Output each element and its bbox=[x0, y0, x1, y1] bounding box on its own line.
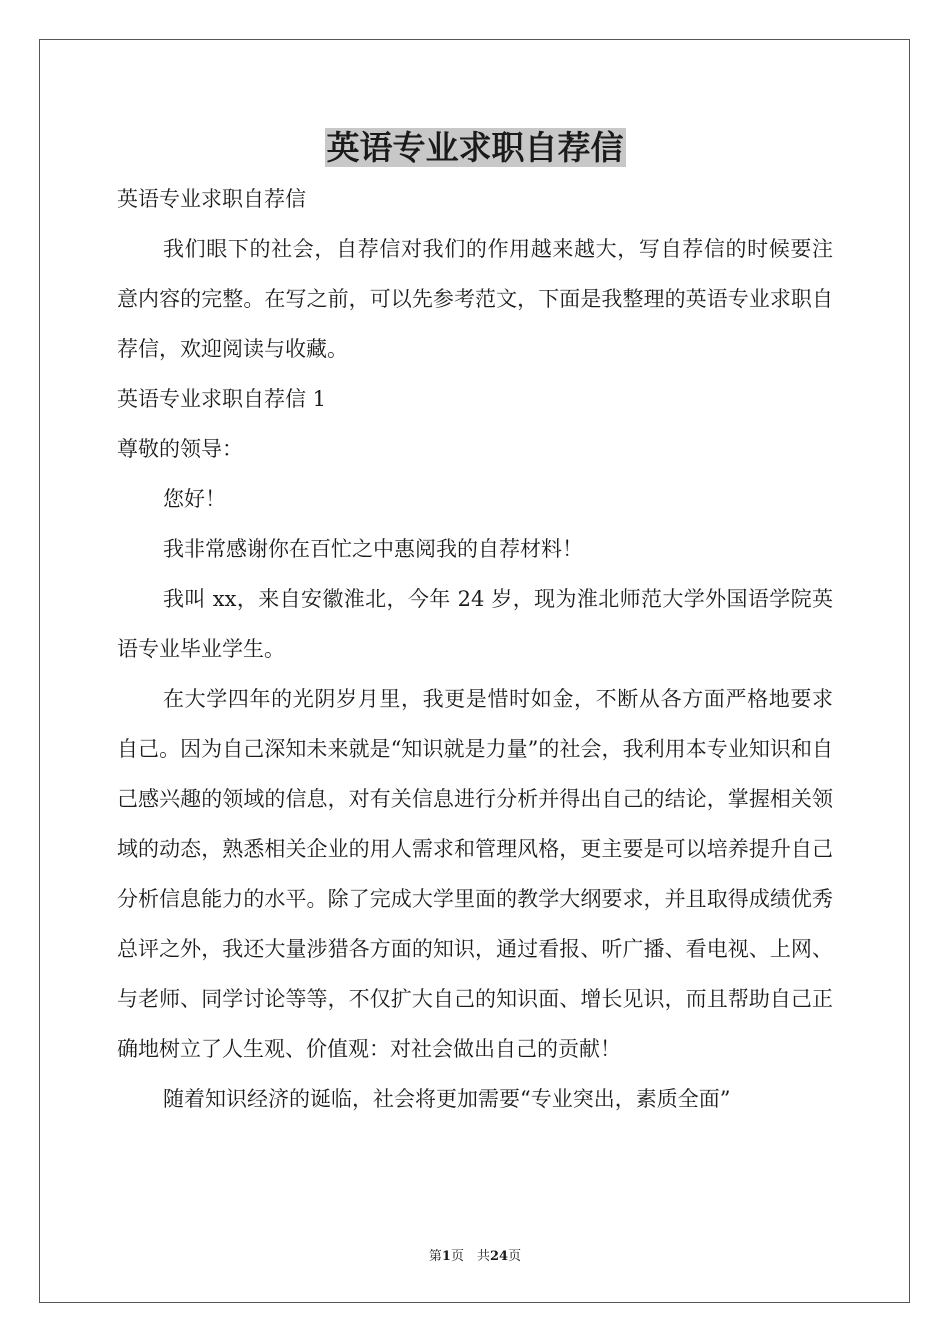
document-title bbox=[0, 125, 950, 171]
paragraph: 我叫 xx，来自安徽淮北，今年 24 岁，现为淮北师范大学外国语学院英语专业毕业学生。 bbox=[117, 587, 833, 661]
paragraph: 我非常感谢你在百忙之中惠阅我的自荐材料！ bbox=[163, 537, 583, 561]
document-body bbox=[117, 174, 833, 1124]
paragraph: 我们眼下的社会，自荐信对我们的作用越来越大，写自荐信的时候要注意内容的完整。在写之前，可以先参考范文，下面是我整理的英语专业求职自荐信，欢迎阅读与收藏。 bbox=[117, 237, 833, 361]
paragraph: 随着知识经济的诞临，社会将更加需要“专业突出，素质全面” bbox=[163, 1087, 731, 1111]
page-prefix: 第 bbox=[428, 1249, 442, 1264]
paragraph: 英语专业求职自荐信 1 bbox=[117, 387, 327, 411]
page-total: 24 bbox=[489, 1249, 509, 1264]
paragraph: 您好！ bbox=[163, 487, 226, 511]
page-footer bbox=[0, 1248, 950, 1266]
paragraph: 在大学四年的光阴岁月里，我更是惜时如金，不断从各方面严格地要求自己。因为自己深知未来就是“知识就是力量”的社会，我利用本专业知识和自己感兴趣的领域的信息，对有关信息进行分析并得出自己的结论，掌握相关领域的动态，熟悉相关企业的用人需求和管理风格，更主要是可以培养提升自己分析信息能力的水平。除了完成大学里面的教学大纲要求，并且取得成绩优秀总评之外，我还大量涉猎各方面的知识，通过看报、听广播、看电视、上网、与老师、同学讨论等等，不仅扩大自己的知识面、增长见识，而且帮助自己正确地树立了人生观、价值观：对社会做出自己的贡献！ bbox=[117, 687, 833, 1061]
paragraph: 尊敬的领导： bbox=[117, 437, 243, 461]
page-current: 1 bbox=[441, 1249, 451, 1264]
document-title-text: 英语专业求职自荐信 bbox=[326, 128, 624, 167]
paragraph: 英语专业求职自荐信 bbox=[117, 187, 306, 211]
page-suffix: 页 bbox=[508, 1249, 522, 1264]
page-mid: 页 共 bbox=[450, 1249, 490, 1264]
